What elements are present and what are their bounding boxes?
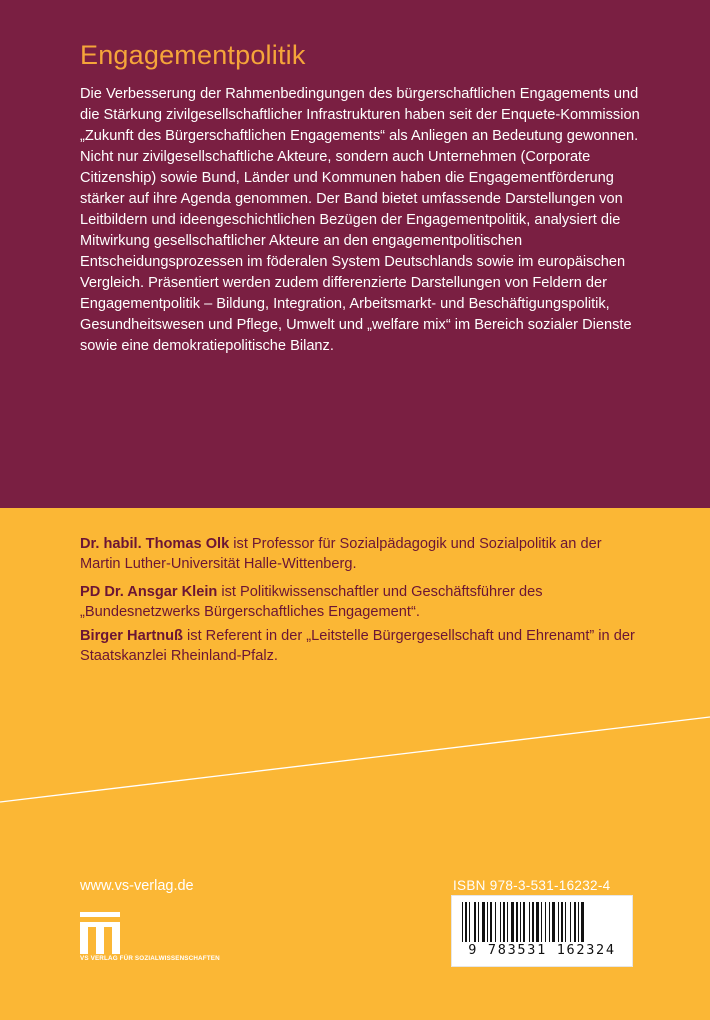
author-bio-klein [80,582,640,622]
barcode-bar [520,902,521,942]
barcode-bar [523,902,525,942]
barcode-bar [532,902,534,942]
barcode-bar [500,902,501,942]
barcode-bar [465,902,467,942]
isbn-barcode [452,896,632,966]
author-name: PD Dr. Ansgar Klein [80,584,218,600]
barcode-bar [581,902,584,942]
barcode-bar [516,902,518,942]
barcode-bar [552,902,555,942]
barcode-bar [549,902,550,942]
barcode-bar [570,902,571,942]
publisher-url[interactable]: www.vs-verlag.de [80,878,194,894]
barcode-bar [469,902,470,942]
author-bio-text: ist Politikwissenschaftler und Geschäftsführer des „Bundesnetzwerks Bürgerschaftliches Engagement“. [80,584,543,620]
barcode-bar [565,902,566,942]
author-bio-text: ist Professor für Sozialpädagogik und Sozialpolitik an der Martin Luther-Universität Halle-Wittenberg. [80,536,602,572]
barcode-bar [578,902,579,942]
publisher-logo-text: VS VERLAG FÜR SOZIALWISSENSCHAFTEN [80,955,220,962]
barcode-bars [460,902,624,942]
barcode-bar [529,902,530,942]
author-bio-olk [80,534,640,574]
barcode-bar [478,902,479,942]
isbn-label: ISBN 978-3-531-16232-4 [453,878,611,893]
author-name: Birger Hartnuß [80,628,183,644]
barcode-bar [474,902,476,942]
barcode-bar [574,902,576,942]
barcode-digits: 9 783531 162324 [468,942,616,958]
vs-verlag-logo-icon [80,912,120,954]
barcode-bar [487,902,488,942]
barcode-bar [558,902,559,942]
top-panel [0,0,710,508]
barcode-bar [462,902,463,942]
barcode-bar [561,902,563,942]
author-name: Dr. habil. Thomas Olk [80,536,230,552]
book-title: Engagementpolitik [80,40,306,70]
book-description: Die Verbesserung der Rahmenbedingungen des bürgerschaftlichen Engagements und die Stärkung zivilgesellschaftlicher Infrastrukturen haben seit der Enquete-Kommission „Zukunft des Bürgerschaftlichen Engagements“ als Anliegen an Bedeutung gewonnen. Nicht nur zivilgesellschaftliche Akteure, sondern auch Unternehmen (Corporate Citizenship) sowie Bund, Länder und Kommunen haben die Engagementförderung stärker auf ihre Agenda genommen. Der Band bietet umfassende Darstellungen von Leitbildern und ideengeschichtlichen Bezügen der Engagementpolitik, analysiert die Mitwirkung gesellschaftlicher Akteure an den engagementpolitischen Entscheidungsprozessen im föderalen System Deutschlands sowie im europäischen Vergleich. Präsentiert werden zudem differenzierte Darstellungen von Feldern der Engagementpolitik – Bildung, Integration, Arbeitsmarkt- und Beschäftigungspolitik, Gesundheitswesen und Pflege, Umwelt und „welfare mix“ im Bereich sozialer Dienste sowie eine demokratiepolitische Bilanz. [80,86,640,354]
barcode-bar [495,902,496,942]
barcode-bar [482,902,485,942]
barcode-bar [507,902,508,942]
author-bio-hartnuss [80,626,640,666]
barcode-bar [536,902,539,942]
barcode-bar [490,902,492,942]
barcode-bar [503,902,505,942]
author-bio-text: ist Referent in der „Leitstelle Bürgergesellschaft und Ehrenamt” in der Staatskanzlei Rheinland-Pfalz. [80,628,635,664]
barcode-bar [541,902,542,942]
barcode-bar [545,902,546,942]
barcode-bar [511,902,514,942]
